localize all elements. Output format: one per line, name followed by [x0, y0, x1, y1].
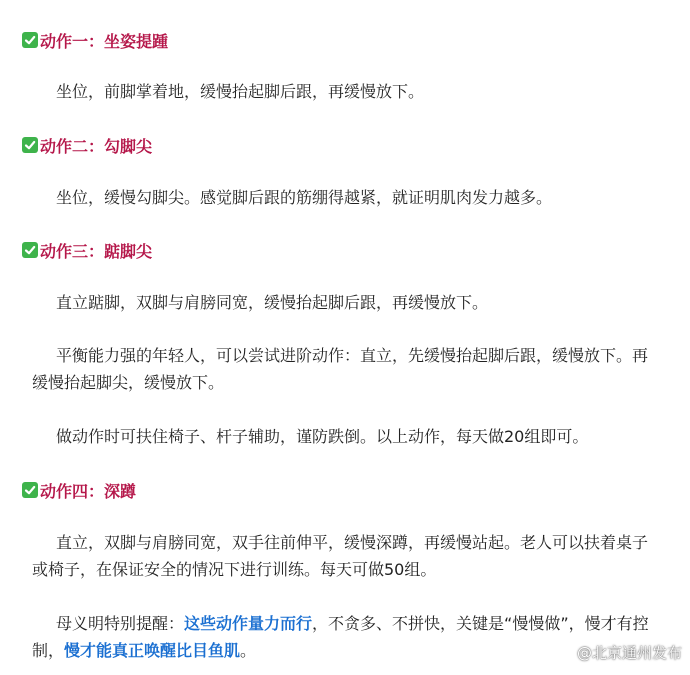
paragraph: 做动作时可扶住椅子、杆子辅助，谨防跌倒。以上动作，每天做20组即可。: [56, 427, 589, 446]
watermark-text: @北京通州发布: [576, 644, 682, 662]
check-mark-icon: [22, 32, 38, 48]
section-heading: [22, 29, 168, 51]
section-title: 动作一：坐姿提踵: [40, 31, 169, 51]
section-heading: [22, 239, 152, 261]
paragraph: 平衡能力强的年轻人，可以尝试进阶动作：直立，先缓慢抬起脚后跟，缓慢放下。再缓慢抬起脚尖，缓慢放下。: [32, 346, 649, 392]
check-mark-icon: [22, 242, 38, 258]
paragraph: 直立，双脚与肩膀同宽，双手往前伸平，缓慢深蹲，再缓慢站起。老人可以扶着桌子或椅子，在保证安全的情况下进行训练。每天可做50组。: [32, 533, 649, 579]
weibo-logo-icon: [551, 644, 573, 662]
highlight-text: 这些动作量力而行: [184, 614, 313, 633]
highlight-text: 慢才能真正唤醒比目鱼肌: [64, 641, 241, 660]
check-mark-icon: [22, 137, 38, 153]
section-heading: [22, 134, 152, 156]
closing-text: 母义明特别提醒：: [56, 614, 185, 633]
section-heading: [22, 479, 136, 501]
paragraph: 直立踮脚，双脚与肩膀同宽，缓慢抬起脚后跟，再缓慢放下。: [56, 293, 489, 312]
section-title: 动作四：深蹲: [40, 481, 137, 501]
section-title: 动作二：勾脚尖: [40, 136, 153, 156]
closing-text: ，不贪多、不拼快，关键是“慢慢做”，慢才有控制，: [32, 614, 649, 660]
closing-text: 。: [240, 641, 257, 660]
paragraph: 坐位，前脚掌着地，缓慢抬起脚后跟，再缓慢放下。: [56, 82, 425, 101]
check-mark-icon: [22, 482, 38, 498]
watermark: [551, 642, 682, 663]
section-title: 动作三：踮脚尖: [40, 241, 153, 261]
paragraph: 坐位，缓慢勾脚尖。感觉脚后跟的筋绷得越紧，就证明肌肉发力越多。: [56, 188, 553, 207]
